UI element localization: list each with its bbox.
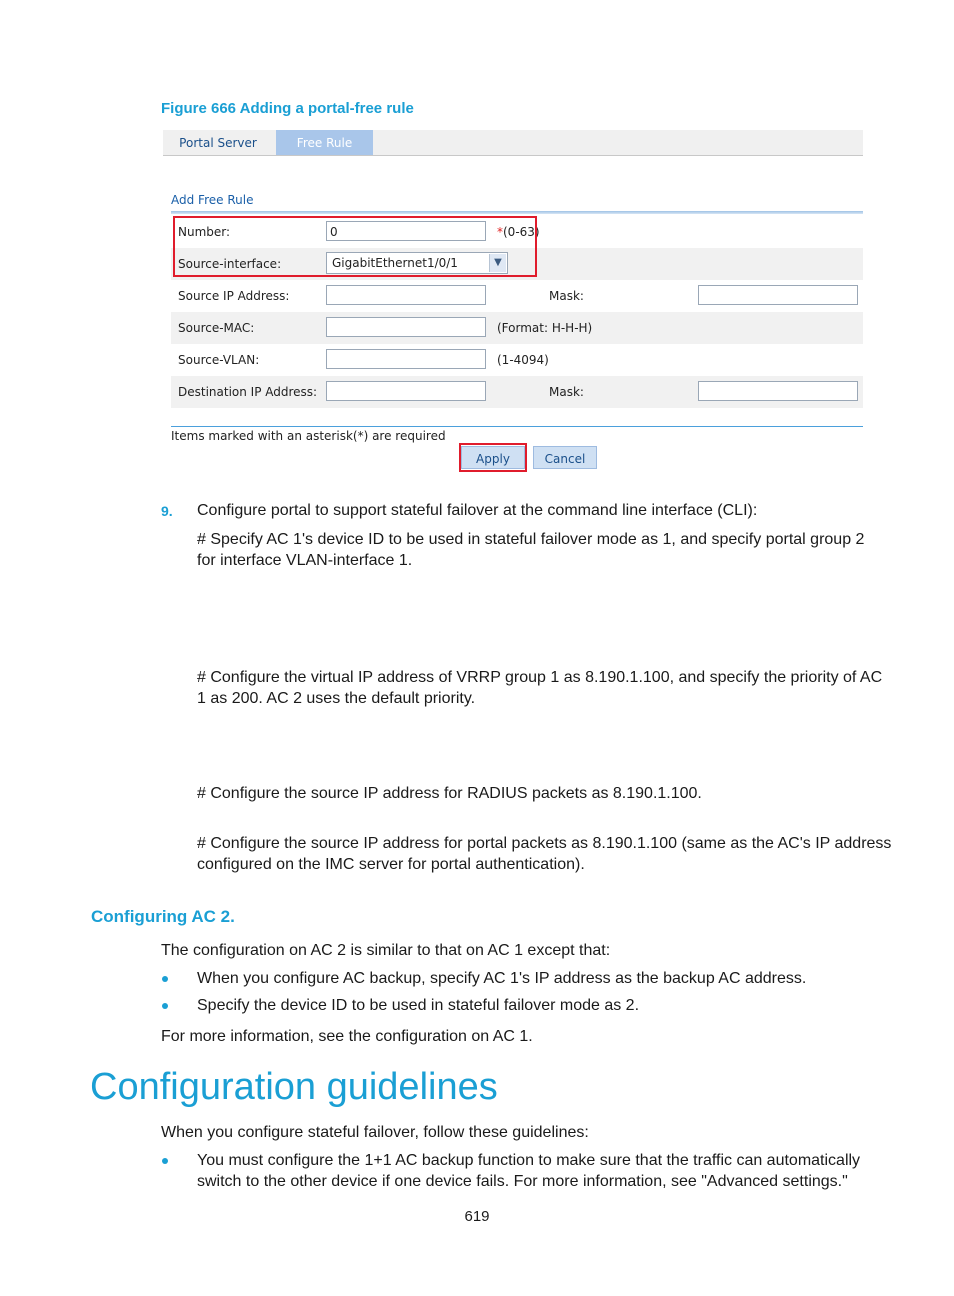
destination-ip-input[interactable]	[326, 381, 486, 401]
source-ip-input[interactable]	[326, 285, 486, 305]
source-vlan-input[interactable]	[326, 349, 486, 369]
bullet-icon	[162, 1003, 168, 1009]
source-mac-input[interactable]	[326, 317, 486, 337]
destination-ip-row	[171, 376, 863, 408]
figure-caption: Figure 666 Adding a portal-free rule	[161, 100, 414, 117]
tab-bar	[163, 130, 863, 156]
guidelines-bullet-line1: You must configure the 1+1 AC backup function to make sure that the traffic can automatically	[197, 1152, 861, 1169]
note-radius-source: # Configure the source IP address for RADIUS packets as 8.190.1.100.	[197, 785, 702, 802]
destination-mask-input[interactable]	[698, 381, 858, 401]
source-mac-hint: (Format: H-H-H)	[497, 321, 593, 335]
source-mac-label: Source-MAC:	[178, 321, 255, 335]
ac2-outro: For more information, see the configuration on AC 1.	[161, 1028, 533, 1045]
required-asterisk: *	[497, 225, 503, 239]
source-mac-row	[171, 312, 863, 344]
source-vlan-row	[171, 344, 863, 376]
step-text: Configure portal to support stateful failover at the command line interface (CLI):	[197, 502, 758, 519]
guidelines-bullet-line2: switch to the other device if one device fails. For more information, see "Advanced settings."	[197, 1173, 848, 1190]
destination-mask-label: Mask:	[549, 385, 584, 399]
chevron-down-icon[interactable]: ▼	[489, 254, 506, 272]
cancel-button[interactable]: Cancel	[533, 446, 597, 469]
page-title: Configuration guidelines	[90, 1066, 498, 1108]
number-range: (0-63)	[503, 225, 540, 239]
tab-free-rule[interactable]: Free Rule	[276, 130, 373, 155]
note-device-id-line2: for interface VLAN-interface 1.	[197, 552, 413, 569]
step-number: 9.	[161, 503, 173, 519]
note-portal-source-line1: # Configure the source IP address for portal packets as 8.190.1.100 (same as the AC's IP address	[197, 835, 892, 852]
apply-button[interactable]: Apply	[461, 446, 525, 469]
highlight-box-required-fields	[173, 216, 537, 277]
bullet-icon	[162, 976, 168, 982]
form-bottom-divider	[171, 426, 863, 427]
source-ip-label: Source IP Address:	[178, 289, 290, 303]
source-vlan-label: Source-VLAN:	[178, 353, 260, 367]
source-mask-label: Mask:	[549, 289, 584, 303]
source-interface-value: GigabitEthernet1/0/1	[332, 256, 458, 270]
note-vrrp-line2: 1 as 200. AC 2 uses the default priority.	[197, 690, 476, 707]
note-portal-source-line2: configured on the IMC server for portal authentication).	[197, 856, 585, 873]
highlight-box-apply	[459, 443, 527, 472]
ac2-bullet-1: When you configure AC backup, specify AC 1's IP address as the backup AC address.	[197, 970, 807, 987]
number-label: Number:	[178, 225, 231, 239]
section-divider	[171, 211, 863, 214]
source-vlan-hint: (1-4094)	[497, 353, 549, 367]
section-heading-ac2: Configuring AC 2.	[91, 907, 235, 926]
note-vrrp-line1: # Configure the virtual IP address of VRRP group 1 as 8.190.1.100, and specify the priority of AC	[197, 669, 883, 686]
bullet-icon	[162, 1158, 168, 1164]
source-ip-row	[171, 280, 863, 312]
number-input[interactable]: 0	[326, 221, 486, 241]
ac2-bullet-2: Specify the device ID to be used in stateful failover mode as 2.	[197, 997, 640, 1014]
source-mask-input[interactable]	[698, 285, 858, 305]
note-device-id-line1: # Specify AC 1's device ID to be used in stateful failover mode as 1, and specify portal group 2	[197, 531, 865, 548]
required-note: Items marked with an asterisk(*) are required	[171, 429, 446, 443]
guidelines-intro: When you configure stateful failover, follow these guidelines:	[161, 1124, 589, 1141]
section-title: Add Free Rule	[171, 193, 254, 207]
ac2-intro: The configuration on AC 2 is similar to that on AC 1 except that:	[161, 942, 611, 959]
destination-ip-label: Destination IP Address:	[178, 385, 318, 399]
page-number: 619	[464, 1208, 490, 1225]
tab-portal-server[interactable]: Portal Server	[179, 136, 257, 150]
source-interface-label: Source-interface:	[178, 257, 282, 271]
